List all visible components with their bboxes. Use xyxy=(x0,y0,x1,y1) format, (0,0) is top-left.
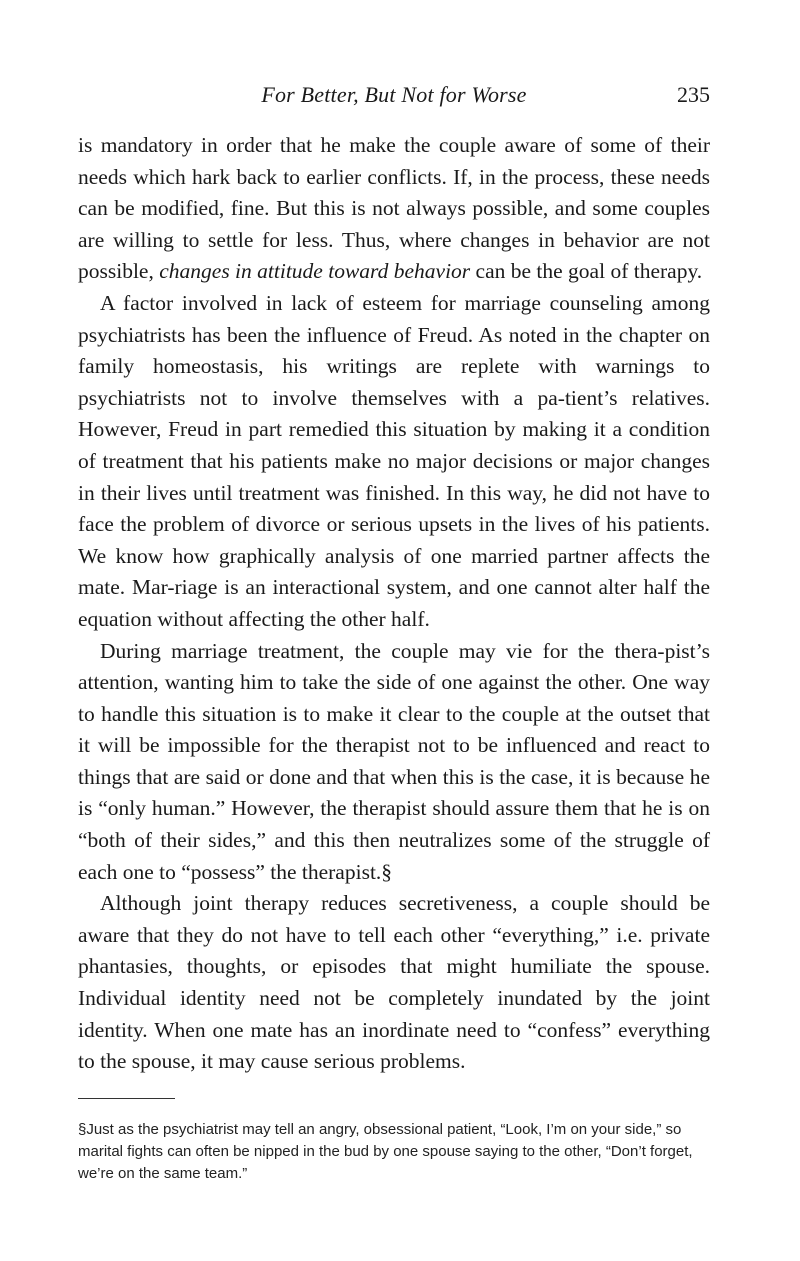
paragraph-1-emphasis: changes in attitude toward behavior xyxy=(159,259,471,284)
body-text xyxy=(78,130,710,1078)
paragraph-2: A factor involved in lack of esteem for marriage counseling among psychiatrists has been the influence of Freud. As noted in the chapter on family homeostasis, his writings are replete with warnings to psychiatrists not to involve themselves with a pa-tient’s relatives. However, Freud in part remedied this situation by making it a condition of treatment that his patients make no major decisions or major changes in their lives until treatment was finished. In this way, he did not have to face the problem of divorce or serious upsets in the lives of his patients. We know how graphically analysis of one married partner affects the mate. Mar-riage is an interactional system, and one cannot alter half the equation without affecting the other half. xyxy=(78,290,710,631)
paragraph-1-text-a: is mandatory in order that he make the couple aware of some of their needs which hark back to earlier conflicts. If, in the process, these needs can be modified, fine. But this is not always possible, and some couples are willing to settle for less. Thus, where changes in behavior are not possible, xyxy=(78,133,710,284)
paragraph-3: During marriage treatment, the couple may vie for the thera-pist’s attention, wanting him to take the side of one against the other. One way to handle this situation is to make it clear to the couple at the outset that it will be impossible for the therapist not to be influenced and react to things that are said or done and that when this is the case, it is because he is “only human.” However, the therapist should assure them that he is on “both of their sides,” and this then neutralizes some of the struggle of each one to “possess” the therapist.§ xyxy=(78,638,710,884)
paragraph-1 xyxy=(78,130,710,288)
footnote-divider xyxy=(78,1098,175,1099)
page-header xyxy=(78,82,710,118)
paragraph-4: Although joint therapy reduces secretiveness, a couple should be aware that they do not have to tell each other “everything,” i.e. private phantasies, thoughts, or episodes that might humiliate the spouse. Individual identity need not be completely inundated by the joint identity. When one mate has an inordinate need to “confess” everything to the spouse, it may cause serious problems. xyxy=(78,891,710,1074)
page-number: 235 xyxy=(677,82,710,107)
running-title: For Better, But Not for Worse xyxy=(261,82,527,107)
paragraph-1-text-b: can be the goal of therapy. xyxy=(470,259,703,284)
footnote: §Just as the psychiatrist may tell an angry, obsessional patient, “Look, I’m on your side,” so marital fights can often be nipped in the bud by one spouse saying to the other, “Don’t forget, we’re on the same team.” xyxy=(78,1120,693,1182)
book-page xyxy=(78,82,710,1185)
